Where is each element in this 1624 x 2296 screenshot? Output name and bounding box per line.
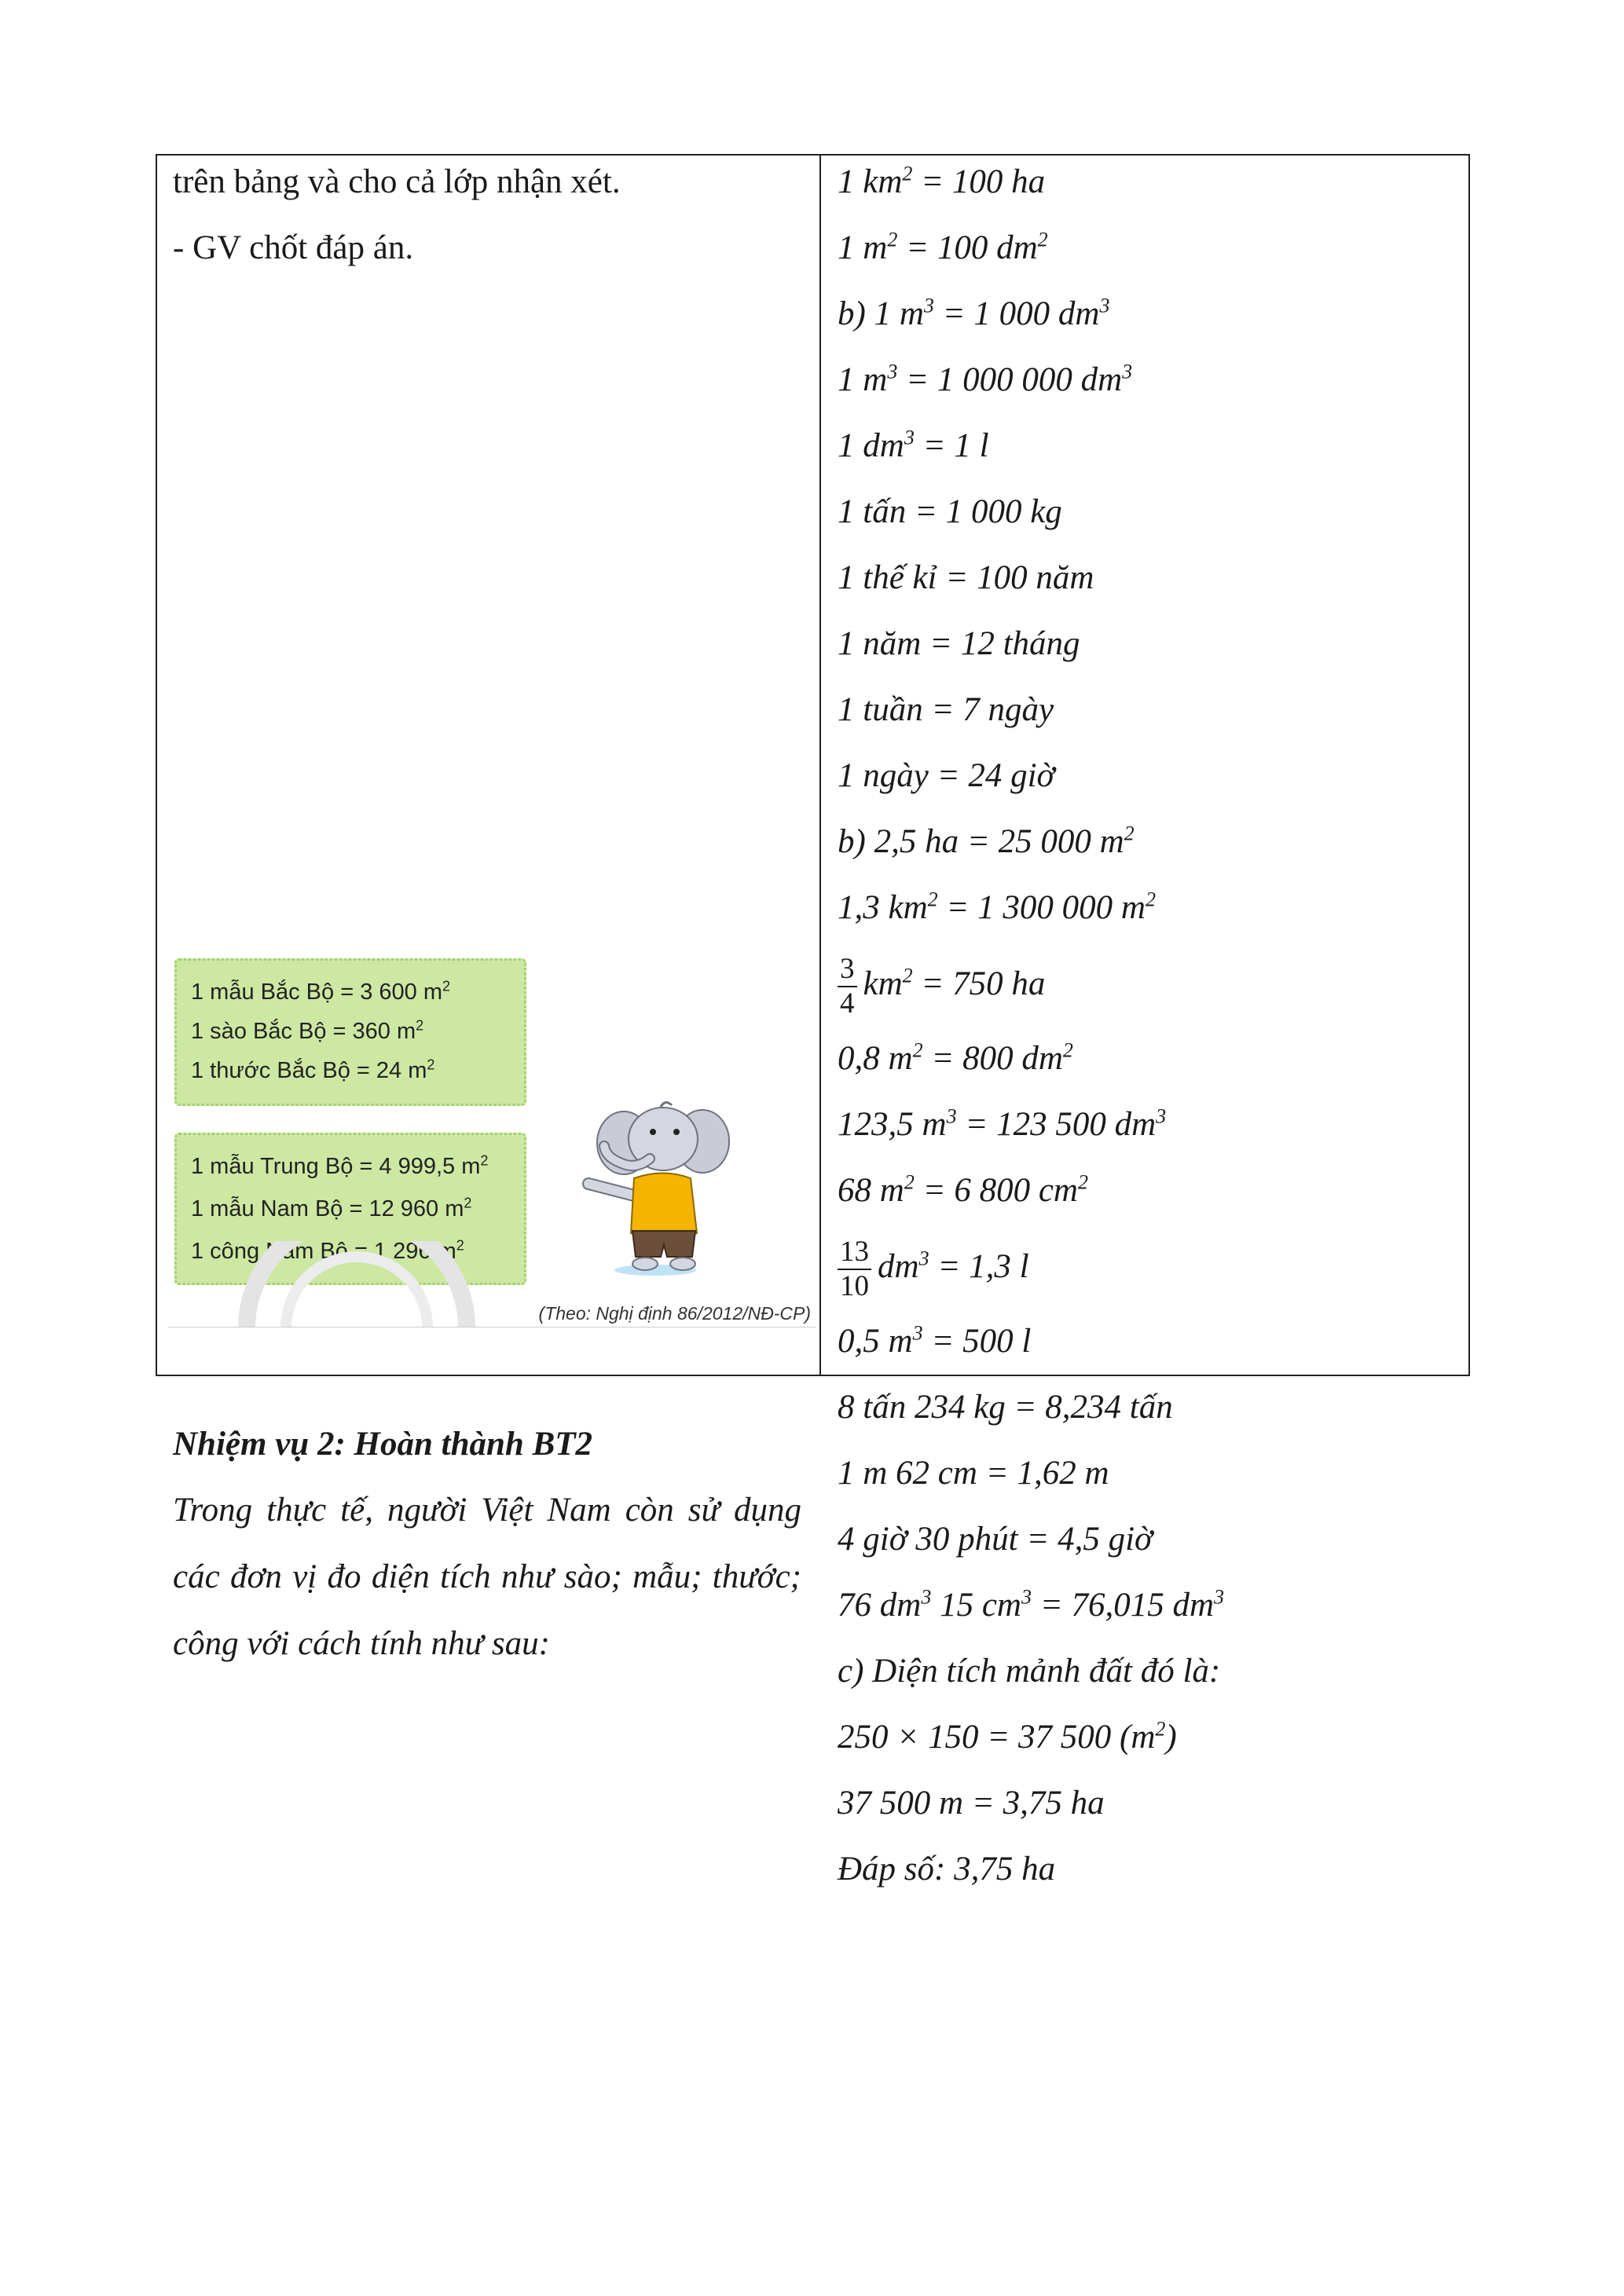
column-divider [819, 156, 821, 1375]
unit-rule: 1 công Nam Bộ = 1 296 $m^2$ [191, 1237, 464, 1264]
answer-line: 1 tấn = 1 000 kg [838, 493, 1062, 530]
answer-line: b) 2,5 ha = 25 000 $m^2$ [838, 822, 1135, 860]
elephant-mascot-icon [573, 1096, 742, 1276]
activity-line: trên bảng và cho cả lớp nhận xét. [173, 163, 621, 200]
answer-line: $\frac{3}{4}$ $km^2 = 750$ ha [838, 947, 1045, 1021]
answer-line: $\frac{13}{10}$ $dm^3 = 1,3$ l [838, 1230, 1029, 1304]
unit-rule: 1 sào Bắc Bộ = 360 $m^2$ [191, 1017, 424, 1044]
answer-line: 123,5 $m^3 = 123$ 500 $dm^3$ [838, 1104, 1167, 1143]
answer-line: 1 tuần = 7 ngày [838, 691, 1054, 728]
fraction: $\frac{13}{10}$ [838, 1236, 871, 1303]
activity-line: - GV chốt đáp án. [173, 229, 414, 266]
answer-line: 1 $km^2 = 100$ ha [838, 162, 1046, 200]
northern-units-box [174, 958, 526, 1106]
answer-line: c) Diện tích mảnh đất đó là: [838, 1653, 1221, 1690]
task-description: Trong thực tế, người Việt Nam còn sử dụng các đơn vị đo diện tích như sào; mẫu; thước; công với cách tính như sau: [173, 1492, 801, 1662]
answer-line: 1 năm = 12 tháng [838, 625, 1080, 662]
source-citation: (Theo: Nghị định 86/2012/NĐ-CP) [538, 1303, 811, 1324]
unit-rule: 1 mẫu Trung Bộ = 4 999,5 $m^2$ [191, 1152, 489, 1179]
answer-line: b) 1 $m^3 = 1$ 000 $dm^3$ [838, 294, 1110, 332]
answer-line: 37 500 m = 3,75 ha [838, 1785, 1105, 1822]
answer-line: 4 giờ 30 phút = 4,5 giờ [838, 1521, 1153, 1558]
answer-line: Đáp số: 3,75 ha [838, 1851, 1056, 1888]
answer-line: 1 ngày = 24 giờ [838, 757, 1055, 794]
unit-rule: 1 mẫu Nam Bộ = 12 960 $m^2$ [191, 1195, 472, 1221]
answer-line: 1 $dm^3 = 1$ l [838, 426, 989, 464]
answer-line: 0,8 $m^2 = 800$ $dm^2$ [838, 1038, 1073, 1077]
unit-conversion-illustration [168, 958, 816, 1327]
answer-line: 1 m 62 cm = 1,62 m [838, 1455, 1109, 1492]
unit-rule: 1 mẫu Bắc Bộ = 3 600 $m^2$ [191, 978, 451, 1005]
answer-line: 1 $m^2 = 100$ $dm^2$ [838, 228, 1048, 266]
answer-line: 0,5 $m^3 = 500$ l [838, 1321, 1032, 1360]
answer-line: 76 $dm^3$ 15 $cm^3 = 76,015$ $dm^3$ [838, 1585, 1225, 1624]
answer-line: 1,3 $km^2 = 1$ 300 000 $m^2$ [838, 888, 1156, 926]
answer-line: 250 × 150 = 37 500 $(m^2)$ [838, 1717, 1177, 1756]
answer-line: 8 tấn 234 kg = 8,234 tấn [838, 1389, 1173, 1426]
task-title: Nhiệm vụ 2: Hoàn thành BT2 [173, 1426, 593, 1463]
answer-line: 1 thế kỉ = 100 năm [838, 559, 1094, 596]
unit-rule: 1 thước Bắc Bộ = 24 $m^2$ [191, 1056, 435, 1083]
watermark-logo [231, 1241, 482, 1327]
answer-line: 1 $m^3 = 1$ 000 000 $dm^3$ [838, 360, 1133, 398]
fraction: $\frac{3}{4}$ [838, 953, 857, 1020]
answer-line: 68 $m^2 = 6$ 800 $cm^2$ [838, 1170, 1088, 1209]
lesson-table [156, 154, 1470, 1888]
